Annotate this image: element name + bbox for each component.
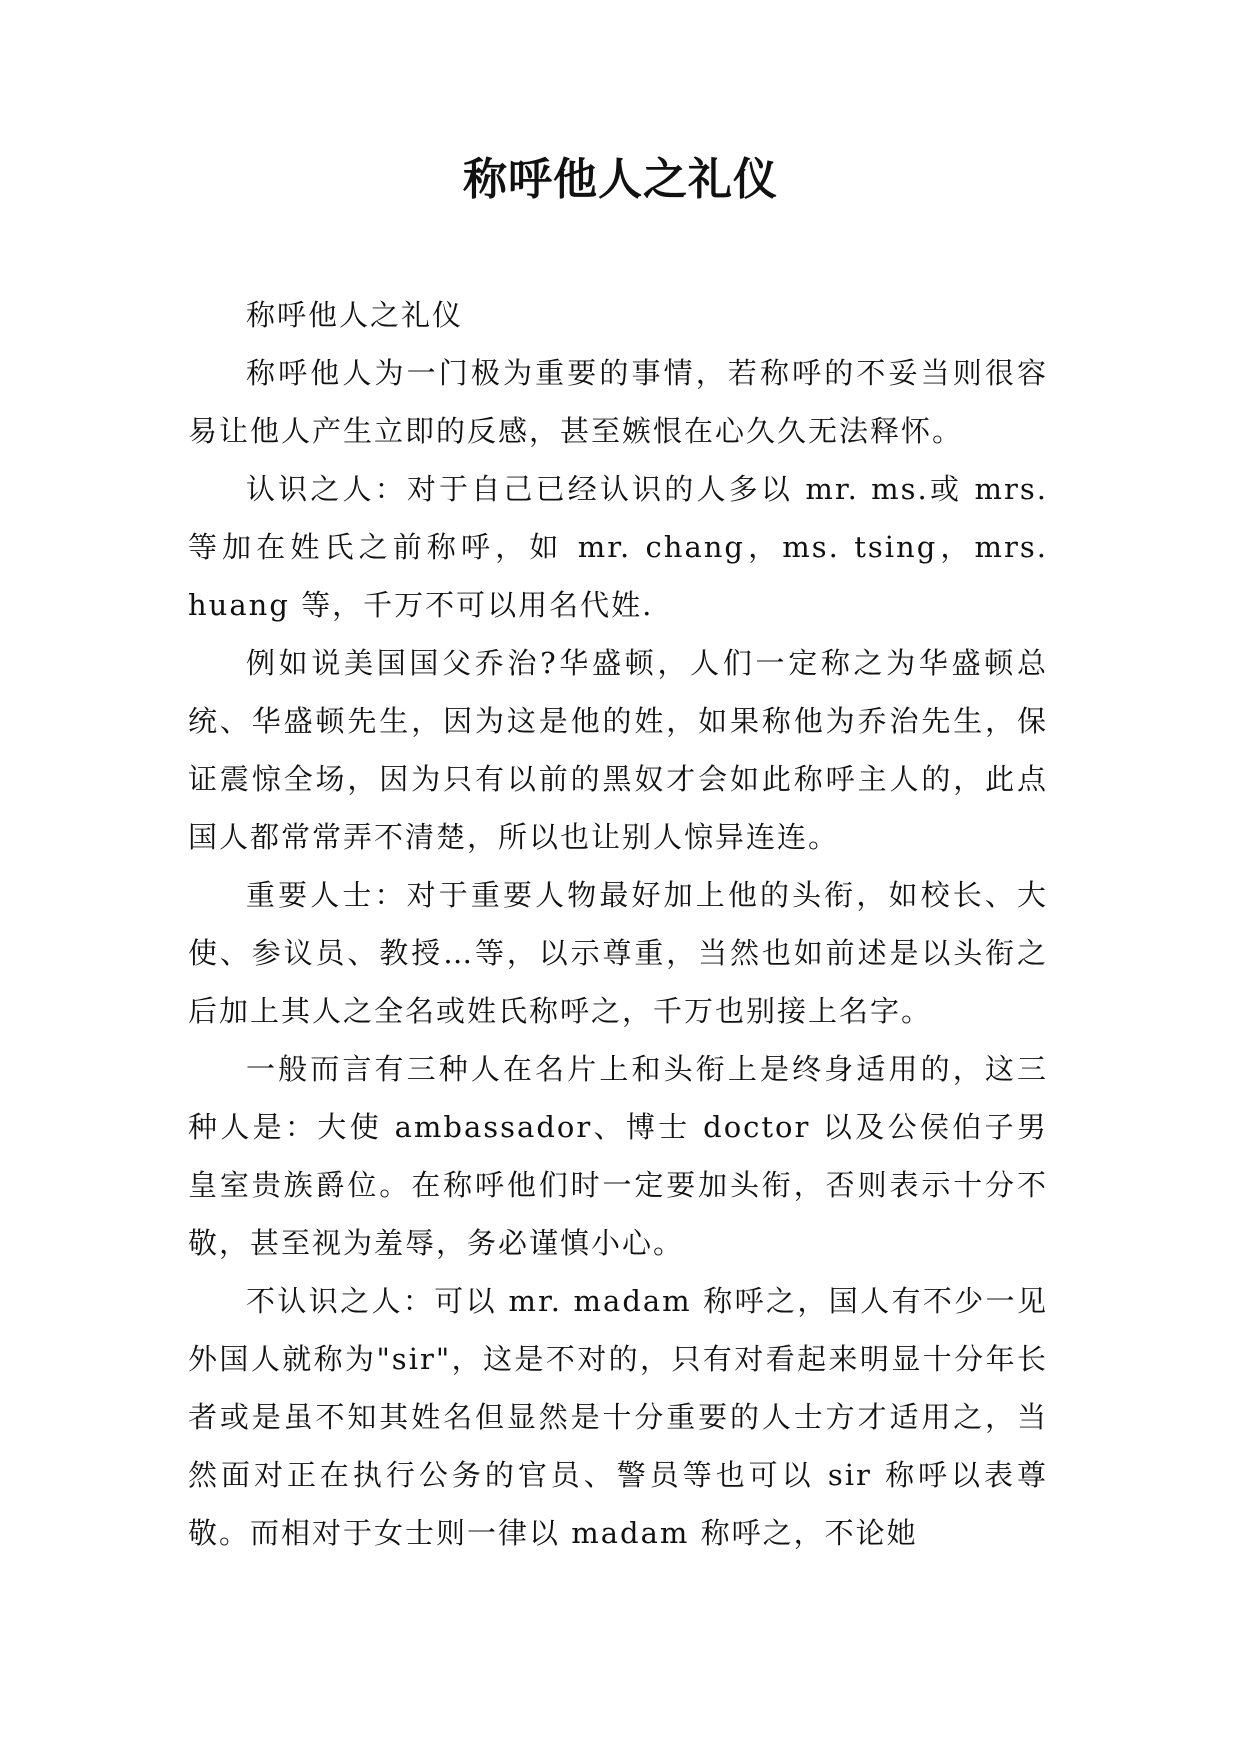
paragraph-intro: 称呼他人为一门极为重要的事情，若称呼的不妥当则很容易让他人产生立即的反感，甚至嫉恨在心久久无法释怀。 (188, 356, 1048, 448)
paragraph-important-people: 重要人士：对于重要人物最好加上他的头衔，如校长、大使、参议员、教授…等，以示尊重，当然也如前述是以头衔之后加上其人之全名或姓氏称呼之，千万也别接上名字。 (188, 878, 1048, 1028)
paragraph-subtitle: 称呼他人之礼仪 (246, 298, 464, 332)
page-title: 称呼他人之礼仪 (463, 154, 778, 205)
paragraph-acquaintances: 认识之人：对于自己已经认识的人多以 mr. ms.或 mrs.等加在姓氏之前称呼，如 mr. chang，ms. tsing，mrs. huang 等，千万不可以用名代姓. (188, 472, 1048, 622)
paragraph-washington-example: 例如说美国国父乔治?华盛顿，人们一定称之为华盛顿总统、华盛顿先生，因为这是他的姓，如果称他为乔治先生，保证震惊全场，因为只有以前的黑奴才会如此称呼主人的，此点国人都常常弄不清楚，所以也让别人惊异连连。 (188, 646, 1048, 854)
paragraph-strangers: 不认识之人：可以 mr. madam 称呼之，国人有不少一见外国人就称为"sir"，这是不对的，只有对看起来明显十分年长者或是虽不知其姓名但显然是十分重要的人士方才适用之，当然面对正在执行公务的官员、警员等也可以 sir 称呼以表尊敬。而相对于女士则一律以 madam 称呼之，不论她 (188, 1284, 1048, 1550)
paragraph-lifetime-titles: 一般而言有三种人在名片上和头衔上是终身适用的，这三种人是：大使 ambassador、博士 doctor 以及公侯伯子男皇室贵族爵位。在称呼他们时一定要加头衔，否则表示十分不敬，甚至视为羞辱，务必谨慎小心。 (188, 1052, 1048, 1260)
document-body (188, 286, 1048, 1562)
